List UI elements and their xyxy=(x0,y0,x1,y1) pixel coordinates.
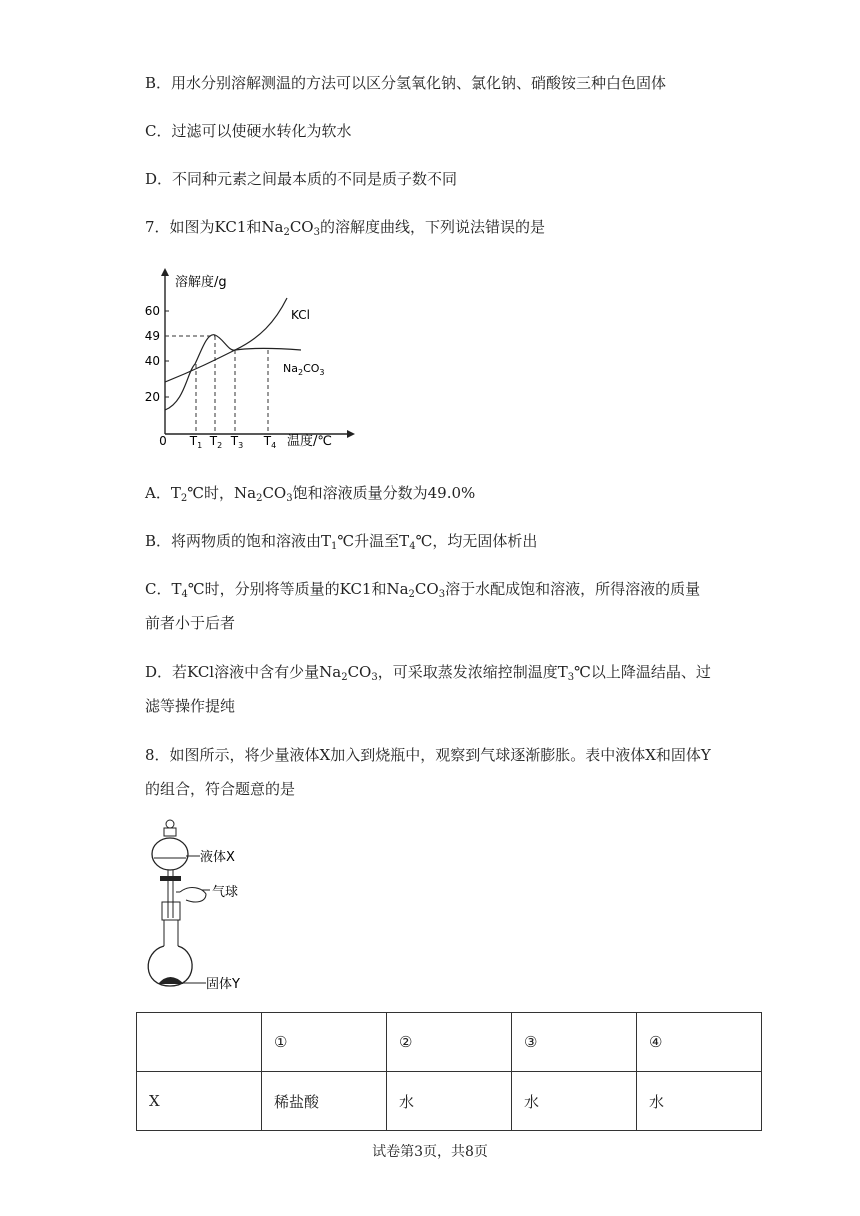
x-tick-t4: $T_4$ xyxy=(263,434,277,450)
table-row xyxy=(137,1072,762,1131)
q7-option-d: D．若KCl溶液中含有少量$Na_2CO_3$，可采取蒸发浓缩控制温度$T_3℃$以上降温结晶、过滤等操作提纯 xyxy=(145,663,711,715)
origin-label: 0 xyxy=(159,434,167,448)
x-tick-t2: $T_2$ xyxy=(209,434,223,450)
q7-option-a: A．$T_2℃$时，$Na_2CO_3$饱和溶液质量分数为49.0% xyxy=(145,484,476,504)
y-tick-49: 49 xyxy=(144,329,160,343)
x-tick-t1: $T_1$ xyxy=(189,434,203,450)
q6-option-d: D．不同种元素之间最本质的不同是质子数不同 xyxy=(145,170,458,188)
table-cell: 水 xyxy=(637,1072,762,1131)
x-axis-label: 温度/℃ xyxy=(287,434,332,449)
table-cell: X xyxy=(137,1072,262,1131)
liquid-x-label: 液体X xyxy=(200,850,235,865)
y-tick-40: 40 xyxy=(144,354,160,368)
table-cell: 水 xyxy=(387,1072,512,1131)
na2co3-label: $Na_2CO_3$ xyxy=(283,362,325,377)
q7-stem: 7．如图为KC1和$Na_2CO_3$的溶解度曲线，下列说法错误的是 xyxy=(145,218,545,238)
na2co3-curve xyxy=(165,335,301,410)
page-footer: 试卷第3页，共8页 xyxy=(372,1144,488,1160)
kcl-curve xyxy=(165,298,287,382)
q7-option-b: B．将两物质的饱和溶液由$T_1℃$升温至$T_4℃$，均无固体析出 xyxy=(145,532,538,552)
q6-option-b: B．用水分别溶解测温的方法可以区分氢氧化钠、氯化钠、硝酸铵三种白色固体 xyxy=(145,74,667,92)
table-cell: ① xyxy=(262,1013,387,1072)
table-cell: ② xyxy=(387,1013,512,1072)
y-tick-60: 60 xyxy=(144,304,160,318)
table-cell: 水 xyxy=(512,1072,637,1131)
solubility-curve-figure xyxy=(135,262,365,452)
q8-stem: 8．如图所示，将少量液体X加入到烧瓶中，观察到气球逐渐膨胀。表中液体X和固体Y的组合，符合题意的是 xyxy=(145,746,711,798)
q6-option-c: C．过滤可以使硬水转化为软水 xyxy=(145,122,352,140)
table-header-row xyxy=(137,1013,762,1072)
y-tick-20: 20 xyxy=(144,390,160,404)
table-cell: 稀盐酸 xyxy=(262,1072,387,1131)
kcl-label: KCl xyxy=(291,308,310,322)
flask-apparatus-figure xyxy=(140,818,270,998)
table-cell xyxy=(137,1013,262,1072)
table-cell: ④ xyxy=(637,1013,762,1072)
y-axis-label: 溶解度/g xyxy=(175,275,227,290)
q7-option-c: C．$T_4℃$时，分别将等质量的KC1和$Na_2CO_3$溶于水配成饱和溶液，所得溶液的质量前者小于后者 xyxy=(145,580,701,632)
balloon-label: 气球 xyxy=(212,885,239,900)
table-cell: ③ xyxy=(512,1013,637,1072)
solid-y-label: 固体Y xyxy=(206,977,240,992)
x-tick-t3: $T_3$ xyxy=(230,434,244,450)
q8-combination-table xyxy=(136,1012,762,1131)
